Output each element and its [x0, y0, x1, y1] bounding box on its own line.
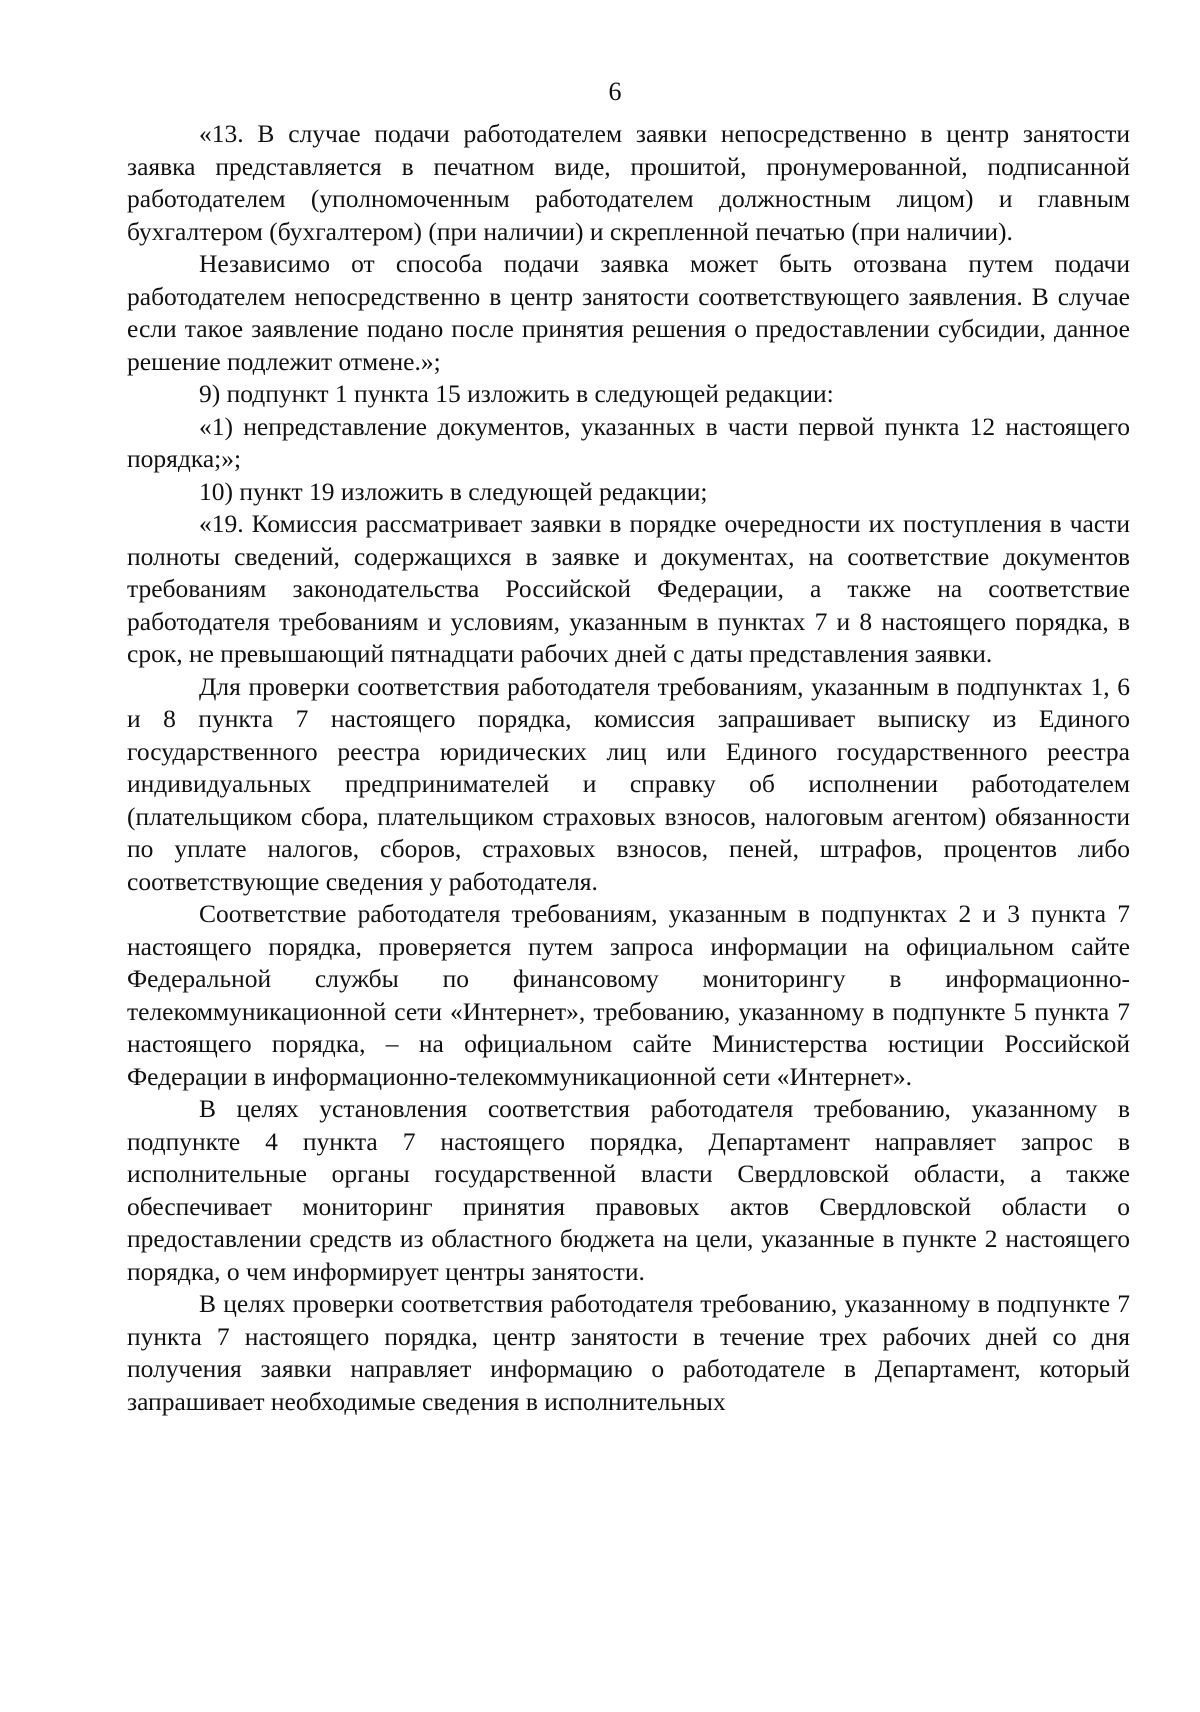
document-body — [127, 118, 1130, 1418]
paragraph-withdrawal: Независимо от способа подачи заявка может быть отозвана путем подачи работодателем непосредственно в центр занятости соответствующего заявления. В случае если такое заявление подано после принятия решения о предоставлении субсидии, данное решение подлежит отмене.»; — [127, 249, 1130, 376]
paragraph-verification-4: В целях установления соответствия работодателя требованию, указанному в подпункте 4 пункта 7 настоящего порядка, Департамент направляет запрос в исполнительные органы государственной власти Свердловской области, а также обеспечивает мониторинг принятия правовых актов Свердловской области о предоставлении средств из областного бюджета на цели, указанные в пункте 2 настоящего порядка, о чем информирует центры занятости. — [127, 1094, 1130, 1286]
paragraph-amendment-9: 9) подпункт 1 пункта 15 изложить в следующей редакции: — [199, 379, 834, 408]
paragraph-verification-2-3-5: Соответствие работодателя требованиям, указанным в подпунктах 2 и 3 пункта 7 настоящего порядка, проверяется путем запроса информации на официальном сайте Федеральной службы по финансовому мониторингу в информационно-телекоммуникационной сети «Интернет», требованию, указанному в подпункте 5 пункта 7 настоящего порядка, – на официальном сайте Министерства юстиции Российской Федерации в информационно-телекоммуникационной сети «Интернет». — [127, 899, 1130, 1091]
page-number: 6 — [608, 77, 622, 106]
paragraph-13: «13. В случае подачи работодателем заявки непосредственно в центр занятости заявка представляется в печатном виде, прошитой, пронумерованной, подписанной работодателем (уполномоченным работодателем должностным лицом) и главным бухгалтером (бухгалтером) (при наличии) и скрепленной печатью (при наличии). — [127, 119, 1130, 246]
paragraph-verification-1-6-8: Для проверки соответствия работодателя требованиям, указанным в подпунктах 1, 6 и 8 пункта 7 настоящего порядка, комиссия запрашивает выписку из Единого государственного реестра юридических лиц или Единого государственного реестра индивидуальных предпринимателей и справку об исполнении работодателем (плательщиком сбора, плательщиком страховых взносов, налоговым агентом) обязанности по уплате налогов, сборов, страховых взносов, пеней, штрафов, процентов либо соответствующие сведения у работодателя. — [127, 671, 1130, 896]
paragraph-verification-7: В целях проверки соответствия работодателя требованию, указанному в подпункте 7 пункта 7 настоящего порядка, центр занятости в течение трех рабочих дней со дня получения заявки направляет информацию о работодателе в Департамент, который запрашивает необходимые сведения в исполнительных — [127, 1289, 1130, 1416]
paragraph-subitem-1: «1) непредставление документов, указанных в части первой пункта 12 настоящего порядка;»; — [127, 411, 1130, 473]
paragraph-amendment-10: 10) пункт 19 изложить в следующей редакции; — [199, 476, 708, 506]
paragraph-19: «19. Комиссия рассматривает заявки в порядке очередности их поступления в части полноты сведений, содержащихся в заявке и документах, на соответствие документов требованиям законодательства Российской Федерации, а также на соответствие работодателя требованиям и условиям, указанным в пунктах 7 и 8 настоящего порядка, в срок, не превышающий пятнадцати рабочих дней с даты представления заявки. — [127, 509, 1130, 668]
